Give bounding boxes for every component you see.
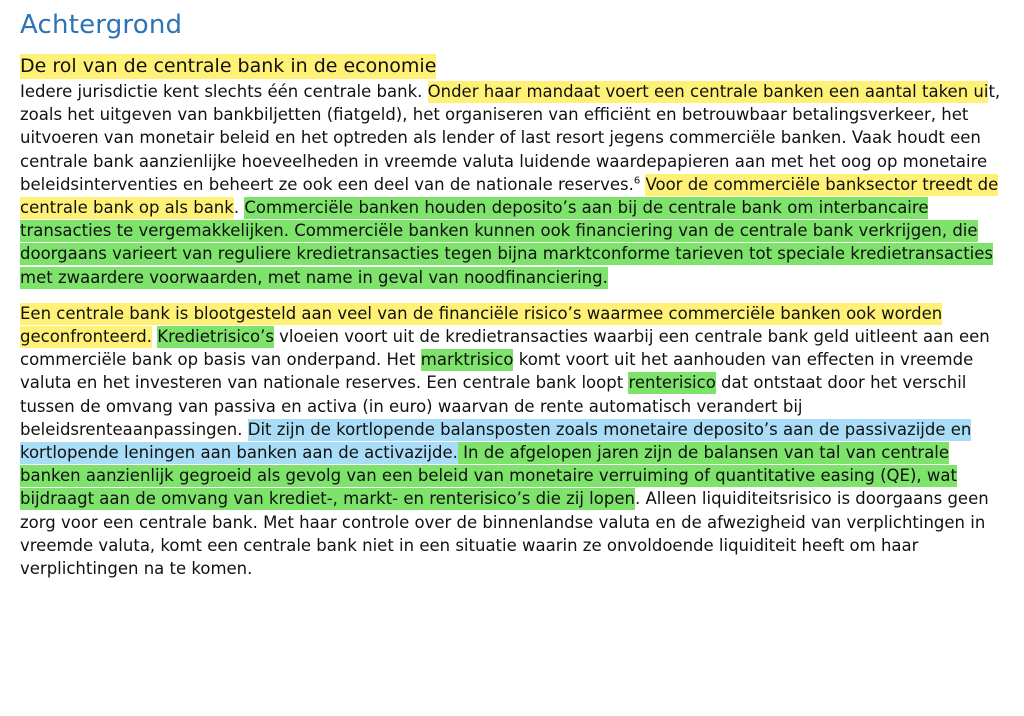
p2-highlight-green-kredietrisico: Kredietrisico’s (157, 327, 274, 347)
p2-text: vloeien voort uit de kredietransacties waarbij een centrale bank geld uitleent aan een commerciële bank op basis van onderpand. Het (20, 327, 990, 370)
p2-text: komt voort uit het aanhouden van effecten in vreemde valuta en het investeren van nationale reserves. Een centrale bank loopt (20, 350, 974, 393)
p2-text: . Alleen liquiditeitsrisico is doorgaans geen zorg voor een centrale bank. Met haar controle over de binnenlandse valuta en de afwezigheid van verplichtingen in vreemde valuta, komt een centrale bank niet in een situatie waarin ze onvoldoende liquiditeit heeft om haar verplichtingen na te komen. (20, 489, 989, 579)
p1-highlight-yellow-bank: Voor de commerciële banksector treedt de centrale bank op als bank (20, 174, 999, 218)
footnote-marker[interactable]: 6 (633, 175, 641, 187)
paragraph-1 (20, 80, 1012, 289)
paragraph-2 (20, 302, 1012, 580)
p1-text: t, zoals het uitgeven van bankbiljetten (fiatgeld), het organiseren van efficiënt en betrouwbaar betalingsverkeer, het uitvoeren van monetair beleid en het optreden als lender of last resort jegens commerciële banken. Vaak houdt een centrale bank aanzienlijke hoeveelheden in vreemde valuta luidende waardepapieren aan met het oog op monetaire beleidsinterventies en beheert ze ook een deel van de nationale reserves. (20, 82, 1001, 194)
p1-highlight-yellow-mandate: Onder haar mandaat voert een centrale banken een aantal taken ui (427, 82, 989, 101)
p1-highlight-green-deposits: Commerciële banken houden deposito’s aan bij de centrale bank om interbancaire transacties te vergemakkelijken. Commerciële banken kunnen ook financiering van de centrale bank verkrijgen, die doorgaans varieert van reguliere kredietransacties tegen bijna marktconforme tarieven tot speciale kredietransacties met zwaardere voorwaarden, met name in geval van noodfinanciering. (20, 198, 993, 287)
section-subtitle (20, 55, 1012, 78)
p1-text: Iedere jurisdictie kent slechts één centrale bank. (20, 82, 428, 101)
subtitle-highlight: De rol van de centrale bank in de economie (20, 55, 437, 77)
p1-text: . (233, 198, 245, 218)
p2-highlight-blue-balansposten: Dit zijn de kortlopende balansposten zoals monetaire deposito’s aan de passivazijde en kortlopende leningen aan banken aan de activazijde. (20, 419, 972, 463)
p2-highlight-green-qe: In de afgelopen jaren zijn de balansen van tal van centrale banken aanzienlijk gegroeid als gevolg van een beleid van monetaire verruiming of quantitative easing (QE), wat bijdraagt aan de omvang van krediet-, markt- en renterisico’s die zij lopen (20, 443, 957, 509)
p2-text: dat ontstaat door het verschil tussen de omvang van passiva en activa (in euro) waarvan de rente automatisch verandert bij beleidsrenteaanpassingen. (20, 373, 967, 439)
p2-highlight-green-marktrisico: marktrisico (420, 350, 514, 370)
document-page (20, 8, 1012, 580)
p2-highlight-green-renterisico: renterisico (628, 373, 716, 393)
section-title: Achtergrond (20, 10, 183, 40)
p2-highlight-yellow-risks: Een centrale bank is blootgesteld aan veel van de financiële risico’s waarmee commerciële banken ook worden geconfronteerd. (20, 303, 943, 347)
